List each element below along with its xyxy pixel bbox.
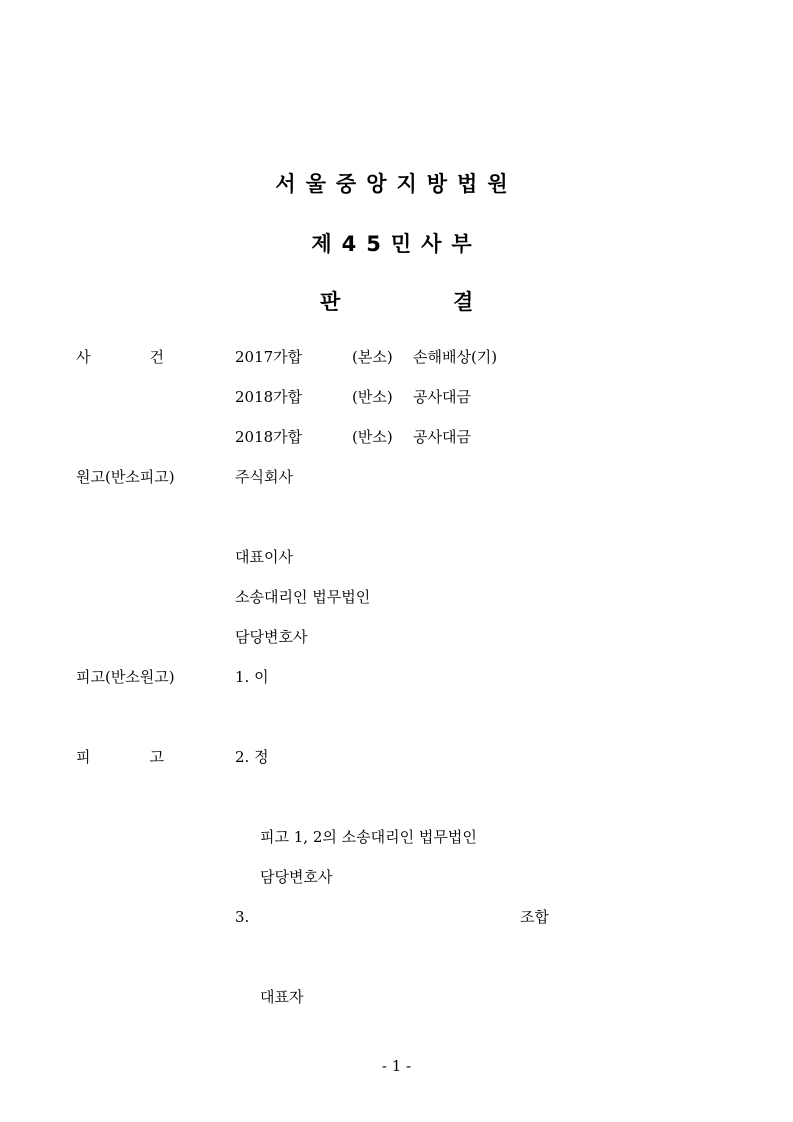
defendant-item-2: 2. 정 [235,748,269,766]
defendant-item-3-suffix: 조합 [520,908,549,926]
defendant-counter-label: 피고(반소원고) [76,668,175,686]
court-name: 서울중앙지방법원 [275,172,518,196]
case-number: 2017가합 [235,348,303,366]
document-title [0,286,793,316]
division-name: 제45민사부 [311,232,482,256]
case-type: (반소) [352,388,393,406]
defendant-item-3-number: 3. [235,908,250,926]
case-label: 사 건 [76,348,164,366]
defendant-item-3-representative: 대표자 [260,988,304,1006]
case-name: 공사대금 [413,428,471,446]
plaintiff-company: 주식회사 [235,468,293,486]
document-title-left: 판 [320,290,341,314]
case-number: 2018가합 [235,388,303,406]
defendant-attorney: 담당변호사 [260,868,333,886]
case-name: 공사대금 [413,388,471,406]
plaintiff-attorney: 담당변호사 [235,628,308,646]
defendant-label: 피 고 [76,748,164,766]
plaintiff-representative: 대표이사 [235,548,293,566]
case-type: (본소) [352,348,393,366]
defendant-counsel: 피고 1, 2의 소송대리인 법무법인 [260,828,477,846]
plaintiff-counsel: 소송대리인 법무법인 [235,588,371,606]
defendant-counter-item: 1. 이 [235,668,269,686]
document-title-right: 결 [453,290,474,314]
case-name: 손해배상(기) [413,348,498,366]
page-number: - 1 - [381,1057,412,1075]
plaintiff-label: 원고(반소피고) [76,468,175,486]
case-type: (반소) [352,428,393,446]
case-number: 2018가합 [235,428,303,446]
